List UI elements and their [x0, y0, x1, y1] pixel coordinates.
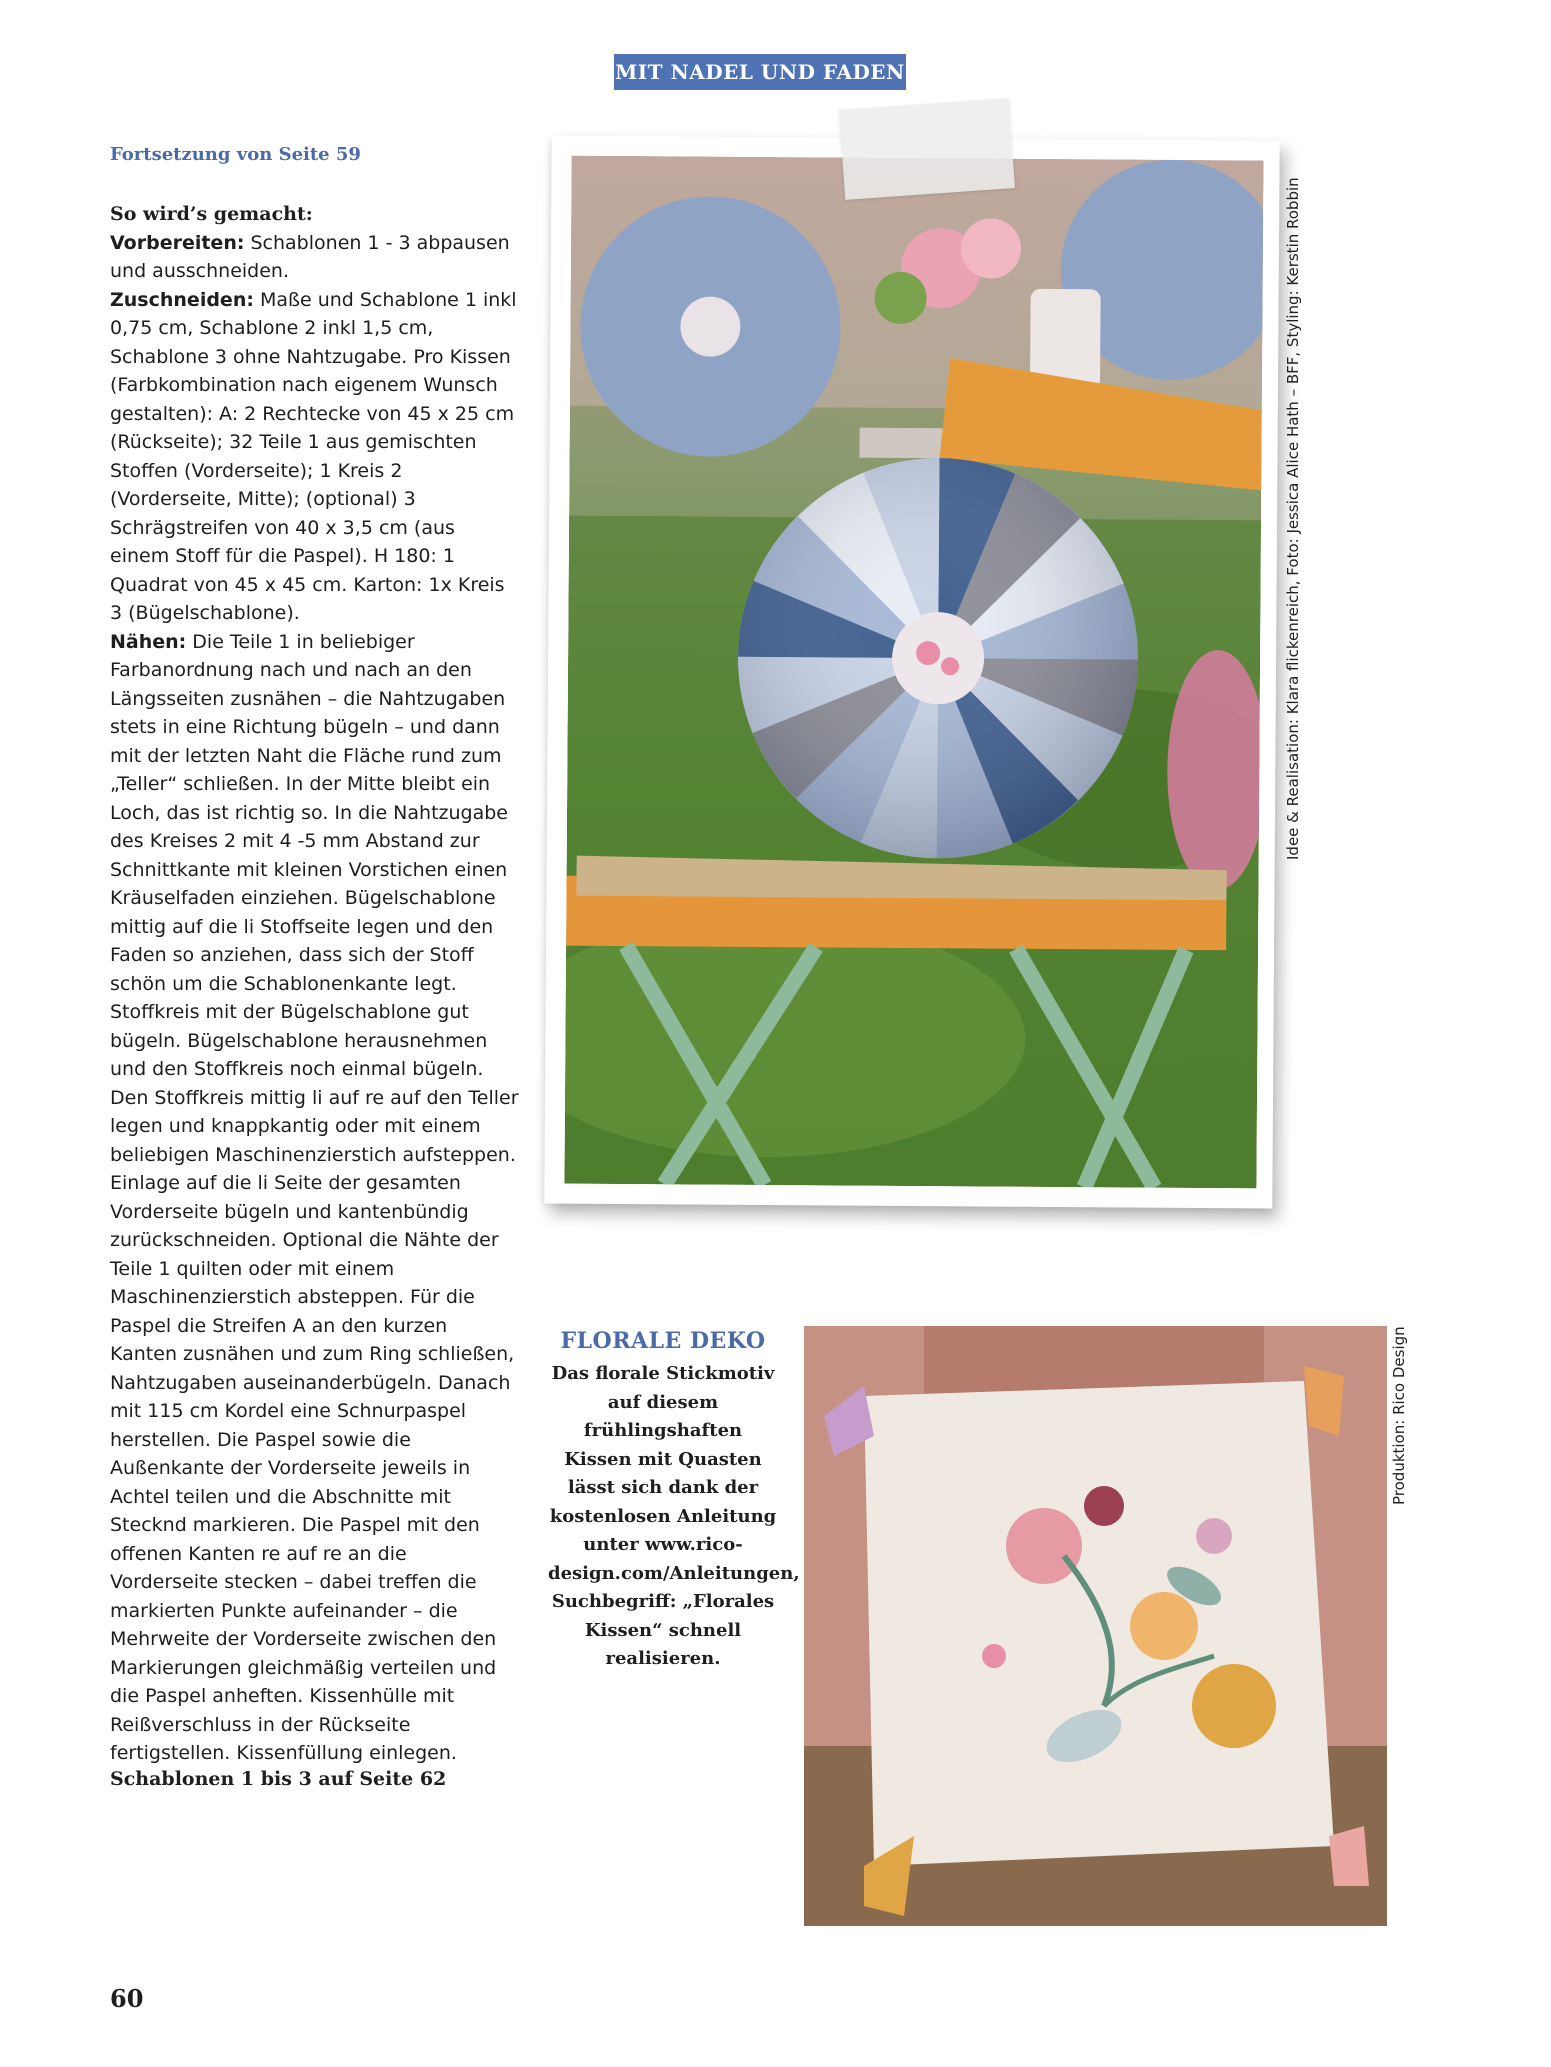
- photo-credit-2: Produktion: Rico Design: [1390, 1326, 1408, 1505]
- prep-text: Schablonen 1 - 3 abpausen und ausschneiden.: [110, 231, 510, 282]
- page-number: 60: [110, 1984, 144, 2013]
- prep-paragraph: [110, 229, 520, 286]
- embroidered-cushion-photo: [804, 1326, 1387, 1926]
- sew-paragraph: [110, 628, 520, 1768]
- section-label: MIT NADEL UND FADEN: [614, 54, 906, 90]
- tape-strip: [839, 98, 1015, 200]
- instructions-title: So wird’s gemacht:: [110, 203, 313, 225]
- prep-label: Vorbereiten:: [110, 231, 245, 254]
- cut-paragraph: [110, 286, 520, 628]
- sidebar-title: FLORALE DEKO: [560, 1328, 766, 1354]
- cushion-photo: [564, 156, 1263, 1189]
- cushion-photo-frame: [544, 135, 1279, 1208]
- sew-label: Nähen:: [110, 630, 187, 653]
- instructions-text: [110, 200, 520, 1768]
- cut-text: Maße und Schablone 1 inkl 0,75 cm, Schablone 2 inkl 1,5 cm, Schablone 3 ohne Nahtzugabe. Pro Kissen (Farbkombination nach eigenem Wunsch gestalten): A: 2 Rechtecke von 45 x 25 cm (Rückseite); 32 Teile 1 aus gemischten Stoffen (Vorderseite); 1 Kreis 2 (Vorderseite, Mitte); (optional) 3 Schrägstreifen von 40 x 3,5 cm (aus einem Stoff für die Paspel). H 180: 1 Quadrat von 45 x 45 cm. Karton: 1x Kreis 3 (Bügelschablone).: [110, 288, 517, 624]
- continued-from: Fortsetzung von Seite 59: [110, 144, 361, 165]
- sidebar-text: Das florale Stickmotiv auf diesem frühlingshaften Kissen mit Quasten lässt sich dank der kostenlosen Anleitung unter www.rico-design.com/Anleitungen, Suchbegriff: „Florales Kissen“ schnell realisieren.: [548, 1363, 800, 1669]
- cut-label: Zuschneiden:: [110, 288, 254, 311]
- sew-text: Die Teile 1 in beliebiger Farbanordnung nach und nach an den Längsseiten zusnähen – die Nahtzugaben stets in eine Richtung bügeln – und dann mit der letzten Naht die Fläche rund zum „Teller“ schließen. In der Mitte bleibt ein Loch, das ist richtig so. In die Nahtzugabe des Kreises 2 mit 4 -5 mm Abstand zur Schnittkante mit kleinen Vorstichen einen Kräuselfaden einziehen. Bügelschablone mittig auf die li Stoffseite legen und den Faden so anziehen, dass sich der Stoff schön um die Schablonenkante legt. Stoffkreis mit der Bügelschablone gut bügeln. Bügelschablone herausnehmen und den Stoffkreis noch einmal bügeln. Den Stoffkreis mittig li auf re auf den Teller legen und knappkantig oder mit einem beliebigen Maschinenzierstich aufsteppen. Einlage auf die li Seite der gesamten Vorderseite bügeln und kantenbündig zurückschneiden. Optional die Nähte der Teile 1 quilten oder mit einem Maschinenzierstich absteppen. Für die Paspel die Streifen A an den kurzen Kanten zusnähen und zum Ring schließen, Nahtzugaben auseinanderbügeln. Danach mit 115 cm Kordel eine Schnurpaspel herstellen. Die Paspel sowie die Außenkante der Vorderseite jeweils in Achtel teilen und die Abschnitte mit Stecknd markieren. Die Paspel mit den offenen Kanten re auf re an die Vorderseite stecken – dabei treffen die markierten Punkte aufeinander – die Mehrweite der Vorderseite zwischen den Markierungen gleichmäßig verteilen und die Paspel anheften. Kissenhülle mit Reißverschluss in der Rückseite fertigstellen. Kissenfüllung einlegen.: [110, 630, 519, 1764]
- photo-credit: Idee & Realisation: Klara flickenreich, Foto: Jessica Alice Hath – BFF, Styling: Kerstin Robbin: [1284, 177, 1302, 860]
- templates-note: Schablonen 1 bis 3 auf Seite 62: [110, 1768, 447, 1790]
